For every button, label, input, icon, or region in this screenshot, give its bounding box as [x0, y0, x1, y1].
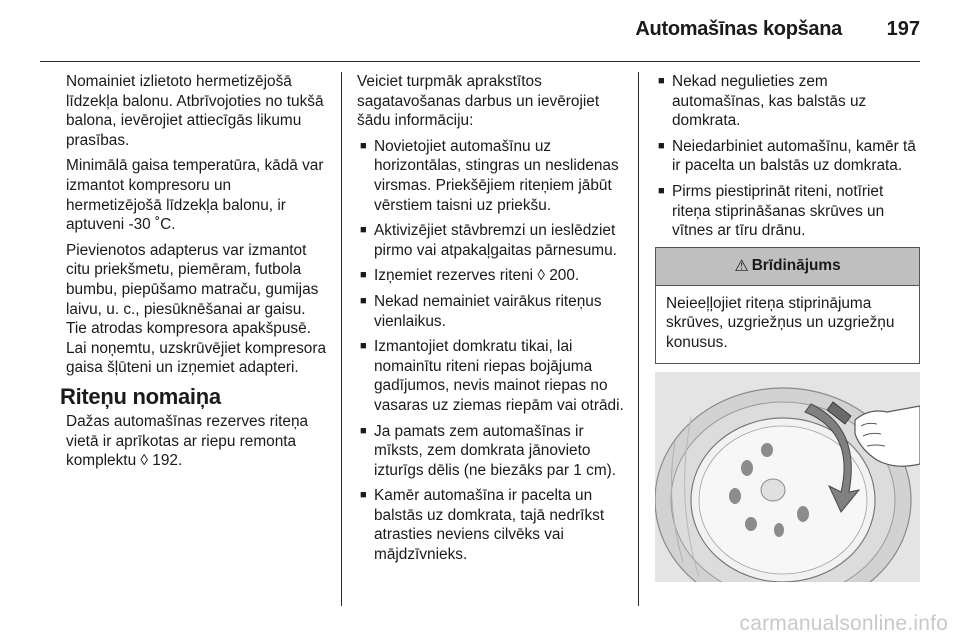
list-item: ■ Pirms piestiprināt riteni, notīriet riteņa stiprināšanas skrūves un vītnes ar tīru drānu. [658, 182, 885, 240]
list-item: ■ Novietojiet automašīnu uz horizontālas, stingras un neslidenas virsmas. Priekšējiem riteņiem jābūt vērstiem taisni uz priekšu. [360, 137, 619, 214]
list-item: ■ Ja pamats zem automašīnas ir mīksts, zem domkrata jānovieto izturīgs dēlis (ne biezāks par 1 cm). [360, 422, 617, 479]
column-left [60, 72, 328, 477]
warning-text: Neieeļļojiet riteņa stiprinājuma skrūves, uzgriežņus un uzgriežņu konusus. [666, 294, 895, 351]
paragraph: Pievienotos adapterus var izmantot citu priekšmetu, piemēram, futbola bumbu, piepūšamo matraču, gumijas laivu, u. c., piesūknēšanai ar gaisu. Tie atrodas kompresora apakšpusē. Lai noņemtu, uzskrūvējiet kompresora gaisa šļūteni un izņemiet adapteri. [66, 241, 327, 377]
watermark: carmanualsonline.info [739, 612, 948, 635]
page-number: 197 [886, 18, 920, 40]
square-bullet-icon: ■ [360, 224, 367, 237]
list-item: ■ Neiedarbiniet automašīnu, kamēr tā ir pacelta un balstās uz domkrata. [658, 137, 916, 175]
list-item: ■ Aktivizējiet stāvbremzi un ieslēdziet pirmo vai atpakaļgaitas pārnesumu. [360, 222, 617, 259]
column-middle [357, 72, 627, 571]
warning-header [656, 248, 919, 286]
square-bullet-icon: ■ [360, 489, 367, 502]
square-bullet-icon: ■ [658, 184, 665, 197]
page-header [0, 0, 960, 62]
column-divider-1 [341, 72, 342, 606]
square-bullet-icon: ■ [360, 340, 367, 353]
square-bullet-icon: ■ [360, 139, 367, 152]
bullet-list [655, 72, 920, 241]
list-item: ■ Izmantojiet domkratu tikai, lai nomainītu riteni riepas bojājuma gadījumos, nevis mainot riepas no vasaras uz ziemas riepām vai otrādi. [360, 338, 624, 414]
section-title: Riteņu nomaiņa [60, 383, 221, 409]
square-bullet-icon: ■ [658, 139, 665, 152]
intro-paragraph: Veiciet turpmāk aprakstītos sagatavošanas darbus un ievērojiet šādu informāciju: [357, 73, 600, 130]
header-title: Automašīnas kopšana [635, 18, 842, 40]
warning-title: Brīdinājums [751, 257, 841, 275]
column-right [655, 72, 920, 364]
square-bullet-icon: ■ [360, 294, 367, 307]
paragraph: Dažas automašīnas rezerves riteņa vietā ir aprīkotas ar riepu remonta komplektu ◊ 192. [66, 412, 309, 470]
list-item: ■ Kamēr automašīna ir pacelta un balstās uz domkrata, tajā nedrīkst atrasties neviens cilvēks vai mājdzīvnieks. [360, 487, 605, 564]
warning-triangle-icon: ⚠ [734, 258, 749, 276]
square-bullet-icon: ■ [658, 75, 665, 87]
header-divider [40, 61, 920, 62]
square-bullet-icon: ■ [360, 424, 367, 437]
list-item: ■ Nekad nemainiet vairākus riteņus vienlaikus. [360, 292, 602, 330]
bullet-list [357, 137, 627, 565]
list-item: ■ Nekad negulieties zem automašīnas, kas balstās uz domkrata. [658, 73, 867, 130]
hubcap-removal-illustration [655, 372, 920, 582]
column-divider-2 [638, 72, 639, 606]
paragraph: Nomainiet izlietoto hermetizējošā līdzekļa balonu. Atbrīvojoties no tukšā balona, ievērojiet attiecīgās likumu prasības. [66, 73, 324, 149]
list-item: ■ Izņemiet rezerves riteni ◊ 200. [360, 267, 580, 285]
wheel-illustration [655, 372, 920, 582]
square-bullet-icon: ■ [360, 269, 367, 282]
warning-box [655, 247, 920, 364]
paragraph: Minimālā gaisa temperatūra, kādā var izmantot kompresoru un hermetizējošā līdzekļa balonu, ir aptuveni -30 ˚C. [66, 157, 324, 234]
